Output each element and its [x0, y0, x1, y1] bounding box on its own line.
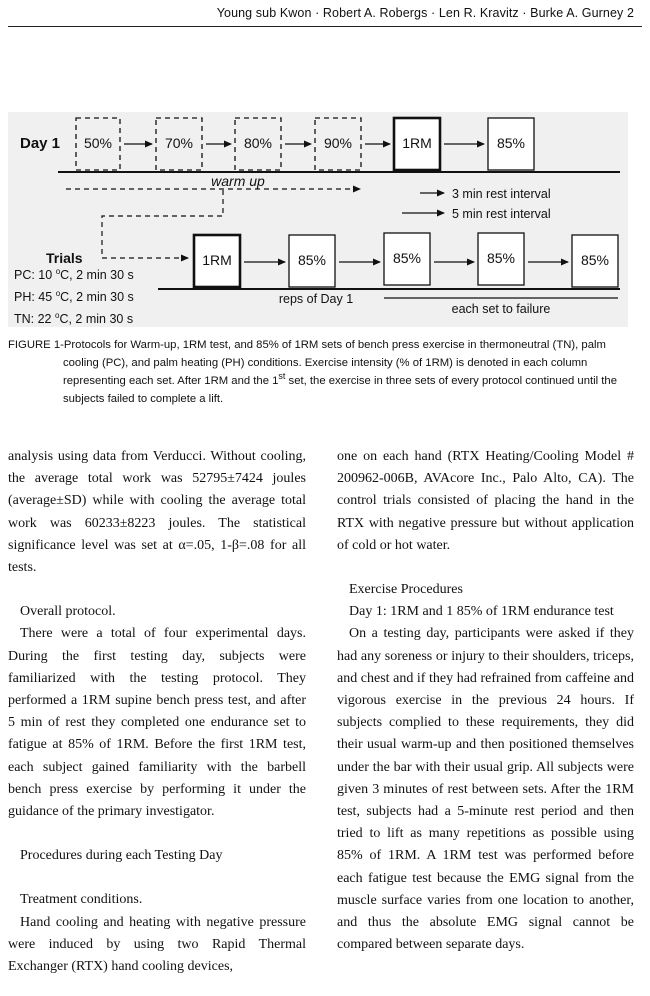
header-rule	[8, 26, 642, 27]
day1-box-85-label: 85%	[496, 135, 526, 151]
trial-box-85-1-label: 85%	[297, 252, 327, 268]
condition-tn: TN: 22 $^o$C, 2 min 30 s	[14, 311, 134, 326]
trials-label: Trials	[46, 250, 83, 266]
trial-box-85-3-label: 85%	[486, 250, 516, 266]
condition-ph: PH: 45 $^o$C, 2 min 30 s	[14, 289, 134, 304]
heading-overall-protocol: Overall protocol.	[20, 604, 116, 620]
right-column	[337, 446, 634, 956]
day1-box-50-label: 50%	[83, 135, 113, 151]
heading-procedures: Procedures during each Testing Day	[20, 848, 223, 864]
running-header: Young sub Kwon · Robert A. Robergs · Len R. Kravitz · Burke A. Gurney 2	[216, 6, 634, 20]
protocol-figure	[8, 112, 628, 327]
heading-exercise-procedures: Exercise Procedures	[349, 582, 463, 598]
protocol-diagram	[8, 112, 628, 327]
legend-3min-label: 3 min rest interval	[452, 187, 551, 201]
figure-caption-text: FIGURE 1-Protocols for Warm-up, 1RM test, and 85% of 1RM sets of bench press exercise in thermoneutral (TN), palm cooling (PC), and palm heating (PH) conditions. Exercise intensity (% of 1RM) is denoted in each column representing each set. After 1RM and the 1st set, the exercise in three sets of every protocol continued until the subjects failed to complete a lift.	[8, 339, 617, 405]
day1-box-80-label: 80%	[243, 135, 273, 151]
reps-label: reps of Day 1	[278, 292, 354, 306]
day1-box-90-label: 90%	[323, 135, 353, 151]
trial-box-85-4-label: 85%	[580, 252, 610, 268]
heading-treatment-conditions: Treatment conditions.	[20, 892, 143, 908]
condition-pc: PC: 10 $^o$C, 2 min 30 s	[14, 267, 134, 282]
left-para-1: analysis using data from Verducci. Without cooling, the average total work was 52795±7424 joules (average±SD) while with cooling the average total work was 60233±8223 joules. The statistical significance level was set at α=.05, 1-β=.08 for all tests.	[8, 449, 306, 576]
heading-day1-test: Day 1: 1RM and 1 85% of 1RM endurance test	[349, 604, 614, 620]
day1-label: Day 1	[20, 135, 61, 152]
trial-box-1rm-label: 1RM	[202, 252, 232, 268]
legend-5min-label: 5 min rest interval	[452, 207, 551, 221]
day1-box-1rm-label: 1RM	[402, 135, 432, 151]
warm-up-label: warm up	[211, 173, 265, 189]
left-para-treatment: Hand cooling and heating with negative pressure were induced by using two Rapid Thermal Exchanger (RTX) hand cooling devices,	[8, 914, 306, 975]
trial-box-85-2-label: 85%	[392, 250, 422, 266]
figure-caption	[8, 336, 634, 408]
day1-box-70-label: 70%	[164, 135, 194, 151]
right-para-1: one on each hand (RTX Heating/Cooling Model # 200962-006B, AVAcore Inc., Palo Alto, CA). The control trials consisted of placing the hand in the RTX with negative pressure but without application of cold or hot water.	[337, 449, 634, 553]
left-column	[8, 446, 306, 978]
failure-label: each set to failure	[451, 302, 551, 316]
right-para-day1: On a testing day, participants were asked if they had any soreness or injury to their shoulders, triceps, and chest and if they had refrained from caffeine and vigorous exercise in the previous 24 hours. If subjects complied to these requirements, they did their usual warm-up and then positioned themselves under the bar with their usual grip. All subjects were given 3 minutes of rest between sets. After the 1RM test, subjects had a 5-minute rest period and then tried to lift as many repetitions as possible using 85% of 1RM. A 1RM test was performed before each fatigue test because the EMG signal from the muscle surface varies from one location to another, and thus the absolute EMG signal cannot be compared between separate days.	[337, 626, 634, 953]
left-para-overall: There were a total of four experimental days. During the first testing day, subjects were familiarized with the testing protocol. They performed a 1RM supine bench press test, and after 5 min of rest they completed one endurance set to fatigue at 85% of 1RM. Before the first 1RM test, each subject gained familiarity with the barbell bench press exercise by performing it under the guidance of the primary investigator.	[8, 626, 306, 820]
page-header	[0, 0, 650, 28]
